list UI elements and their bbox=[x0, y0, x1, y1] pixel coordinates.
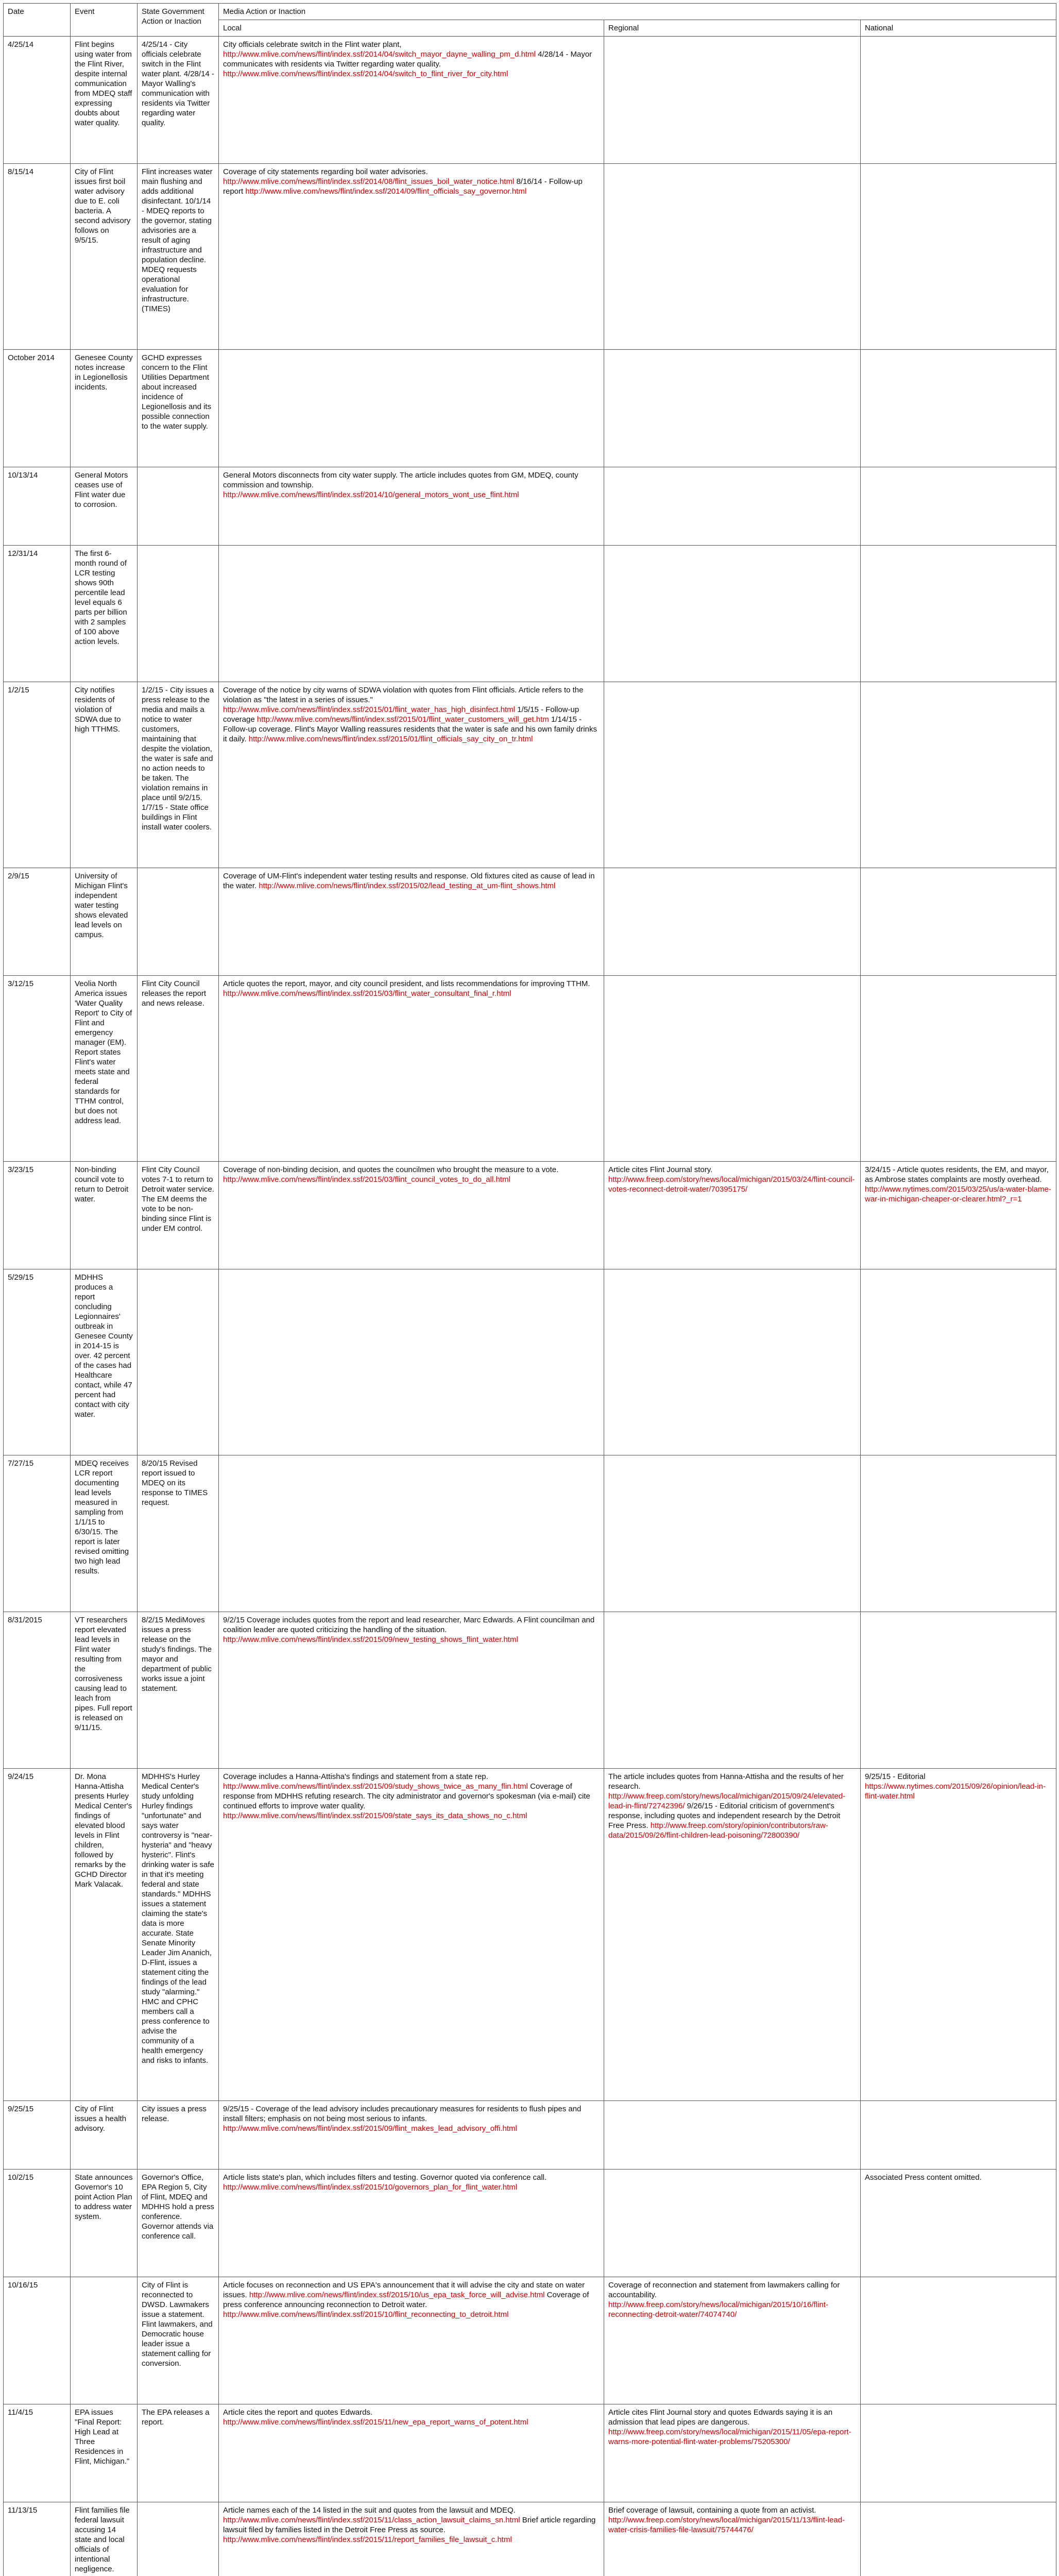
cell-national: 9/25/15 - Editorial https://www.nytimes.com/2015/09/26/opinion/lead-in-flint-water.html bbox=[861, 1768, 1056, 2101]
cell-state: The EPA releases a report. bbox=[138, 2404, 219, 2502]
cell-event: VT researchers report elevated lead levels in Flint water resulting from the corrosiveness causing lead to leach from pipes. Full report is released on 9/11/15. bbox=[71, 1612, 138, 1768]
cell-national: Associated Press content omitted. bbox=[861, 2170, 1056, 2277]
cell-date: 10/13/14 bbox=[4, 467, 71, 545]
cell-national bbox=[861, 1269, 1056, 1455]
cell-regional bbox=[604, 545, 861, 682]
cell-date: 12/31/14 bbox=[4, 545, 71, 682]
cell-state: 8/2/15 MediMoves issues a press release on the study's findings. The mayor and department of public works issue a joint statement. bbox=[138, 1612, 219, 1768]
cell-regional: Brief coverage of lawsuit, containing a quote from an activist. http://www.freep.com/story/news/local/michigan/2015/11/13/flint-lead-water-crisis-families-file-lawsuit/75744476/ bbox=[604, 2502, 861, 2576]
cell-national bbox=[861, 2101, 1056, 2170]
cell-national bbox=[861, 868, 1056, 976]
cell-regional bbox=[604, 682, 861, 868]
cell-national bbox=[861, 2277, 1056, 2404]
cell-event: City of Flint issues first boil water advisory due to E. coli bacteria. A second advisory follows on 9/5/15. bbox=[71, 163, 138, 349]
table-row bbox=[4, 163, 1056, 349]
table-row bbox=[4, 1162, 1056, 1269]
article-link[interactable]: http://www.mlive.com/news/flint/index.ssf/2014/04/switch_to_flint_river_for_city.html bbox=[223, 70, 508, 78]
article-link[interactable]: http://www.freep.com/story/opinion/contributors/raw-data/2015/09/26/flint-children-lead-poisoning/72800390/ bbox=[608, 1821, 828, 1840]
cell-regional bbox=[604, 1455, 861, 1612]
cell-state: 4/25/14 - City officials celebrate switch in the Flint water plant. 4/28/14 - Mayor Walling's communication with residents via Twitter regarding water quality. bbox=[138, 37, 219, 164]
cell-regional bbox=[604, 976, 861, 1162]
article-link[interactable]: http://www.mlive.com/news/flint/index.ssf/2015/01/flint_water_has_high_disinfect.html bbox=[223, 705, 515, 715]
article-link[interactable]: http://www.mlive.com/news/flint/index.ssf/2015/09/flint_makes_lead_advisory_offi.html bbox=[223, 2124, 517, 2133]
cell-local: Article cites the report and quotes Edwards. http://www.mlive.com/news/flint/index.ssf/2015/11/new_epa_report_warns_of_potent.html bbox=[219, 2404, 604, 2502]
column-header-media-group: Media Action or Inaction bbox=[219, 4, 1056, 20]
cell-national: 3/24/15 - Article quotes residents, the EM, and mayor, as Ambrose states complaints are mostly overhead. http://www.nytimes.com/2015/03/25/us/a-water-blame-war-in-michigan-cheaper-or-clearer.html?_r=1 bbox=[861, 1162, 1056, 1269]
table-row bbox=[4, 2277, 1056, 2404]
cell-national bbox=[861, 349, 1056, 467]
article-link[interactable]: http://www.mlive.com/news/flint/index.ssf/2015/10/flint_reconnecting_to_detroit.html bbox=[223, 2310, 509, 2319]
cell-regional bbox=[604, 868, 861, 976]
column-header-local: Local bbox=[219, 20, 604, 37]
cell-state: 1/2/15 - City issues a press release to the media and mails a notice to water customers, maintaining that despite the violation, the water is safe and no action needs to be taken. The violation remains in place until 9/2/15. 1/7/15 - State office buildings in Flint install water coolers. bbox=[138, 682, 219, 868]
cell-local: Article quotes the report, mayor, and city council president, and lists recommendations for improving TTHM. http://www.mlive.com/news/flint/index.ssf/2015/03/flint_water_consultant_final_r.html bbox=[219, 976, 604, 1162]
cell-local: Article focuses on reconnection and US EPA's announcement that it will advise the city and state on water issues. http://www.mlive.com/news/flint/index.ssf/2015/10/us_epa_task_force_will_advise.html Coverage of press conference announcing reconnection to Detroit water. http://www.mlive.com/news/flint/index.ssf/2015/10/flint_reconnecting_to_detroit.html bbox=[219, 2277, 604, 2404]
article-link[interactable]: http://www.mlive.com/news/flint/index.ssf/2015/10/us_epa_task_force_will_advise.html bbox=[249, 2291, 545, 2300]
cell-national bbox=[861, 976, 1056, 1162]
cell-date: 9/24/15 bbox=[4, 1768, 71, 2101]
column-header-event: Event bbox=[71, 4, 138, 37]
cell-date: 5/29/15 bbox=[4, 1269, 71, 1455]
cell-state: City of Flint is reconnected to DWSD. Lawmakers issue a statement. Flint lawmakers, and Democratic house leader issue a statement calling for conversion. bbox=[138, 2277, 219, 2404]
cell-date: 3/12/15 bbox=[4, 976, 71, 1162]
cell-national bbox=[861, 1455, 1056, 1612]
table-row bbox=[4, 868, 1056, 976]
article-link[interactable]: http://www.mlive.com/news/flint/index.ssf/2014/04/switch_mayor_dayne_walling_pm_d.html bbox=[223, 50, 536, 59]
cell-state bbox=[138, 467, 219, 545]
column-header-date: Date bbox=[4, 4, 71, 37]
cell-local: City officials celebrate switch in the Flint water plant, http://www.mlive.com/news/flint/index.ssf/2014/04/switch_mayor_dayne_walling_pm_d.html 4/28/14 - Mayor communicates with residents via Twitter regarding water quality. http://www.mlive.com/news/flint/index.ssf/2014/04/switch_to_flint_river_for_city.html bbox=[219, 37, 604, 164]
table-row bbox=[4, 37, 1056, 164]
cell-regional bbox=[604, 37, 861, 164]
article-link[interactable]: http://www.mlive.com/news/flint/index.ssf/2015/09/state_says_its_data_shows_no_c.html bbox=[223, 1811, 527, 1820]
cell-national bbox=[861, 2404, 1056, 2502]
cell-state: Flint City Council votes 7-1 to return to Detroit water service. The EM deems the vote to be non-binding since Flint is under EM control. bbox=[138, 1162, 219, 1269]
cell-local: Coverage includes a Hanna-Attisha's findings and statement from a state rep. http://www.mlive.com/news/flint/index.ssf/2015/09/study_shows_twice_as_many_flin.html Coverage of response from MDHHS refuting research. The city administrator and governor's spokesman (via e-mail) cite continued efforts to improve water quality. http://www.mlive.com/news/flint/index.ssf/2015/09/state_says_its_data_shows_no_c.html bbox=[219, 1768, 604, 2101]
cell-state: MDHHS's Hurley Medical Center's study unfolding Hurley findings "unfortunate" and says water controversy is "near-hysteria" and "heavy hysteric". Flint's drinking water is safe in that it's meeting federal and state standards." MDHHS issues a statement claiming the state's data is more accurate. State Senate Minority Leader Jim Ananich, D-Flint, issues a statement citing the findings of the lead study "alarming." HMC and CPHC members call a press conference to advise the community of a health emergency and risks to infants. bbox=[138, 1768, 219, 2101]
cell-state: Flint increases water main flushing and adds additional disinfectant. 10/1/14 - MDEQ reports to the governor, stating advisories are a result of aging infrastructure and population decline. MDEQ requests operational evaluation for infrastructure. (TIMES) bbox=[138, 163, 219, 349]
cell-event: Flint begins using water from the Flint River, despite internal communication from MDEQ staff expressing doubts about water quality. bbox=[71, 37, 138, 164]
cell-state: Governor's Office, EPA Region 5, City of Flint, MDEQ and MDHHS hold a press conference. Governor attends via conference call. bbox=[138, 2170, 219, 2277]
cell-national bbox=[861, 163, 1056, 349]
cell-date: 11/13/15 bbox=[4, 2502, 71, 2576]
cell-local bbox=[219, 349, 604, 467]
cell-local bbox=[219, 1269, 604, 1455]
cell-local: Coverage of city statements regarding boil water advisories. http://www.mlive.com/news/flint/index.ssf/2014/08/flint_issues_boil_water_notice.html 8/16/14 - Follow-up report http://www.mlive.com/news/flint/index.ssf/2014/09/flint_officials_say_governor.html bbox=[219, 163, 604, 349]
cell-date: 10/2/15 bbox=[4, 2170, 71, 2277]
article-link[interactable]: http://www.mlive.com/news/flint/index.ssf/2015/09/study_shows_twice_as_many_flin.html bbox=[223, 1782, 528, 1791]
cell-local: 9/25/15 - Coverage of the lead advisory includes precautionary measures for residents to flush pipes and install filters; emphasis on not being most serious to infants. http://www.mlive.com/news/flint/index.ssf/2015/09/flint_makes_lead_advisory_offi.html bbox=[219, 2101, 604, 2170]
cell-date: 9/25/15 bbox=[4, 2101, 71, 2170]
table-row bbox=[4, 2502, 1056, 2576]
cell-event: EPA issues "Final Report: High Lead at Three Residences in Flint, Michigan." bbox=[71, 2404, 138, 2502]
column-header-state: State Government Action or Inaction bbox=[138, 4, 219, 37]
cell-local: General Motors disconnects from city water supply. The article includes quotes from GM, MDEQ, county commission and township. http://www.mlive.com/news/flint/index.ssf/2014/10/general_motors_wont_use_flint.html bbox=[219, 467, 604, 545]
cell-event: Genesee County notes increase in Legionellosis incidents. bbox=[71, 349, 138, 467]
table-row bbox=[4, 1269, 1056, 1455]
cell-state: Flint City Council releases the report and news release. bbox=[138, 976, 219, 1162]
cell-national bbox=[861, 682, 1056, 868]
cell-event: State announces Governor's 10 point Action Plan to address water system. bbox=[71, 2170, 138, 2277]
article-link[interactable]: http://www.freep.com/story/news/local/michigan/2015/10/16/flint-reconnecting-detroit-water/74074740/ bbox=[608, 2300, 828, 2319]
table-row bbox=[4, 1612, 1056, 1768]
cell-local bbox=[219, 1455, 604, 1612]
cell-date: 8/15/14 bbox=[4, 163, 71, 349]
cell-regional bbox=[604, 467, 861, 545]
cell-event: MDHHS produces a report concluding Legionnaires' outbreak in Genesee County in 2014-15 is over. 42 percent of the cases had Healthcare contact, while 47 percent had contact with city water. bbox=[71, 1269, 138, 1455]
article-link[interactable]: http://www.mlive.com/news/flint/index.ssf/2015/10/governors_plan_for_flint_water.html bbox=[223, 2183, 518, 2192]
table-row bbox=[4, 545, 1056, 682]
cell-state bbox=[138, 2502, 219, 2576]
column-header-national: National bbox=[861, 20, 1056, 37]
cell-regional: Coverage of reconnection and statement from lawmakers calling for accountability. http://www.freep.com/story/news/local/michigan/2015/10/16/flint-reconnecting-detroit-water/74074740/ bbox=[604, 2277, 861, 2404]
cell-local: Coverage of the notice by city warns of SDWA violation with quotes from Flint officials. Article refers to the violation as "the latest in a series of issues." http://www.mlive.com/news/flint/index.ssf/2015/01/flint_water_has_high_disinfect.html 1/5/15 - Follow-up coverage http://www.mlive.com/news/flint/index.ssf/2015/01/flint_water_customers_will_get.htm 1/14/15 - Follow-up coverage. Flint's Mayor Walling reassures residents that the water is safe and his own family drinks it daily. http://www.mlive.com/news/flint/index.ssf/2015/01/flint_officials_say_city_on_tr.html bbox=[219, 682, 604, 868]
article-link[interactable]: http://www.nytimes.com/2015/03/25/us/a-water-blame-war-in-michigan-cheaper-or-clearer.html?_r=1 bbox=[865, 1185, 1051, 1204]
cell-national bbox=[861, 545, 1056, 682]
cell-regional: Article cites Flint Journal story. http://www.freep.com/story/news/local/michigan/2015/03/24/flint-council-votes-reconnect-detroit-water/70395175/ bbox=[604, 1162, 861, 1269]
table-row bbox=[4, 682, 1056, 868]
cell-national bbox=[861, 2502, 1056, 2576]
article-link[interactable]: http://www.mlive.com/news/flint/index.ssf/2014/09/flint_officials_say_governor.html bbox=[245, 187, 527, 196]
cell-state bbox=[138, 545, 219, 682]
cell-regional bbox=[604, 1612, 861, 1768]
article-link[interactable]: http://www.mlive.com/news/flint/index.ssf/2015/11/new_epa_report_warns_of_potent.html bbox=[223, 2418, 528, 2427]
cell-local: Coverage of non-binding decision, and quotes the councilmen who brought the measure to a vote. http://www.mlive.com/news/flint/index.ssf/2015/03/flint_council_votes_to_do_all.html bbox=[219, 1162, 604, 1269]
cell-national bbox=[861, 1612, 1056, 1768]
article-link[interactable]: http://www.freep.com/story/news/local/michigan/2015/03/24/flint-council-votes-reconnect-detroit-water/70395175/ bbox=[608, 1175, 855, 1194]
article-link[interactable]: http://www.mlive.com/news/flint/index.ssf/2015/03/flint_council_votes_to_do_all.html bbox=[223, 1175, 510, 1184]
cell-regional bbox=[604, 163, 861, 349]
cell-date: 4/25/14 bbox=[4, 37, 71, 164]
cell-regional bbox=[604, 2101, 861, 2170]
cell-state: GCHD expresses concern to the Flint Utilities Department about increased incidence of Legionellosis and its possible connection to the water supply. bbox=[138, 349, 219, 467]
cell-local: Coverage of UM-Flint's independent water testing results and response. Old fixtures cited as cause of lead in the water. http://www.mlive.com/news/flint/index.ssf/2015/02/lead_testing_at_um-flint_shows.html bbox=[219, 868, 604, 976]
cell-national bbox=[861, 37, 1056, 164]
cell-event: Veolia North America issues 'Water Quality Report' to City of Flint and emergency manager (EM). Report states Flint's water meets state and federal standards for TTHM control, but does not address lead. bbox=[71, 976, 138, 1162]
article-link[interactable]: http://www.mlive.com/news/flint/index.ssf/2015/11/class_action_lawsuit_claims_sn.html bbox=[223, 2515, 520, 2524]
cell-event bbox=[71, 2277, 138, 2404]
cell-event: Non-binding council vote to return to Detroit water. bbox=[71, 1162, 138, 1269]
cell-local: Article names each of the 14 listed in the suit and quotes from the lawsuit and MDEQ. http://www.mlive.com/news/flint/index.ssf/2015/11/class_action_lawsuit_claims_sn.html Brief article regarding lawsuit filed by families listed in the Detroit Free Press as source. http://www.mlive.com/news/flint/index.ssf/2015/11/report_families_file_lawsuit_c.html bbox=[219, 2502, 604, 2576]
table-row bbox=[4, 2170, 1056, 2277]
cell-event: Dr. Mona Hanna-Attisha presents Hurley Medical Center's findings of elevated blood levels in Flint children, followed by remarks by the GCHD Director Mark Valacak. bbox=[71, 1768, 138, 2101]
cell-date: 2/9/15 bbox=[4, 868, 71, 976]
article-link[interactable]: http://www.freep.com/story/news/local/michigan/2015/11/13/flint-lead-water-crisis-families-file-lawsuit/75744476/ bbox=[608, 2515, 845, 2534]
cell-national bbox=[861, 467, 1056, 545]
cell-event: MDEQ receives LCR report documenting lead levels measured in sampling from 1/1/15 to 6/30/15. The report is later revised omitting two high lead results. bbox=[71, 1455, 138, 1612]
article-link[interactable]: http://www.mlive.com/news/flint/index.ssf/2015/01/flint_water_customers_will_get.htm bbox=[257, 715, 549, 724]
cell-event: City notifies residents of violation of SDWA due to high TTHMS. bbox=[71, 682, 138, 868]
cell-local: 9/2/15 Coverage includes quotes from the report and lead researcher, Marc Edwards. A Flint councilman and coalition leader are quoted criticizing the handling of the situation. http://www.mlive.com/news/flint/index.ssf/2015/09/new_testing_shows_flint_water.html bbox=[219, 1612, 604, 1768]
cell-date: 3/23/15 bbox=[4, 1162, 71, 1269]
cell-event: Flint families file federal lawsuit accusing 14 state and local officials of intentional negligence. bbox=[71, 2502, 138, 2576]
cell-event: University of Michigan Flint's independent water testing shows elevated lead levels on campus. bbox=[71, 868, 138, 976]
cell-state bbox=[138, 1269, 219, 1455]
table-row bbox=[4, 1455, 1056, 1612]
cell-local bbox=[219, 545, 604, 682]
cell-date: 7/27/15 bbox=[4, 1455, 71, 1612]
article-link[interactable]: http://www.mlive.com/news/flint/index.ssf/2015/03/flint_water_consultant_final_r.html bbox=[223, 989, 511, 998]
cell-local: Article lists state's plan, which includes filters and testing. Governor quoted via conference call. http://www.mlive.com/news/flint/index.ssf/2015/10/governors_plan_for_flint_water.html bbox=[219, 2170, 604, 2277]
table-row bbox=[4, 1768, 1056, 2101]
table-row bbox=[4, 349, 1056, 467]
cell-state: City issues a press release. bbox=[138, 2101, 219, 2170]
cell-regional bbox=[604, 349, 861, 467]
cell-date: 8/31/2015 bbox=[4, 1612, 71, 1768]
article-link[interactable]: http://www.mlive.com/news/flint/index.ssf/2015/09/new_testing_shows_flint_water.html bbox=[223, 1635, 518, 1644]
cell-event: City of Flint issues a health advisory. bbox=[71, 2101, 138, 2170]
cell-regional: Article cites Flint Journal story and quotes Edwards saying it is an admission that lead pipes are dangerous. http://www.freep.com/story/news/local/michigan/2015/11/05/epa-report-warns-more-potential-flint-water-problems/75205300/ bbox=[604, 2404, 861, 2502]
cell-event: The first 6-month round of LCR testing shows 90th percentile lead level equals 6 parts per billion with 2 samples of 100 above action levels. bbox=[71, 545, 138, 682]
cell-regional: The article includes quotes from Hanna-Attisha and the results of her research. http://www.freep.com/story/news/local/michigan/2015/09/24/elevated-lead-in-flint/72742396/ 9/26/15 - Editorial criticism of government's response, including quotes and independent research by the Detroit Free Press. http://www.freep.com/story/opinion/contributors/raw-data/2015/09/26/flint-children-lead-poisoning/72800390/ bbox=[604, 1768, 861, 2101]
cell-date: October 2014 bbox=[4, 349, 71, 467]
column-header-regional: Regional bbox=[604, 20, 861, 37]
table-row bbox=[4, 2404, 1056, 2502]
article-link[interactable]: https://www.nytimes.com/2015/09/26/opinion/lead-in-flint-water.html bbox=[865, 1782, 1046, 1801]
article-link[interactable]: http://www.mlive.com/news/flint/index.ssf/2014/08/flint_issues_boil_water_notice.html bbox=[223, 177, 515, 186]
table-row bbox=[4, 976, 1056, 1162]
cell-date: 11/4/15 bbox=[4, 2404, 71, 2502]
cell-state: 8/20/15 Revised report issued to MDEQ on its response to TIMES request. bbox=[138, 1455, 219, 1612]
cell-regional bbox=[604, 2170, 861, 2277]
article-link[interactable]: http://www.freep.com/story/news/local/michigan/2015/11/05/epa-report-warns-more-potential-flint-water-problems/75205300/ bbox=[608, 2428, 851, 2446]
article-link[interactable]: http://www.freep.com/story/news/local/michigan/2015/09/24/elevated-lead-in-flint/72742396/ bbox=[608, 1791, 846, 1810]
cell-date: 1/2/15 bbox=[4, 682, 71, 868]
flint-timeline-table bbox=[3, 3, 1056, 2576]
cell-state bbox=[138, 868, 219, 976]
cell-regional bbox=[604, 1269, 861, 1455]
article-link[interactable]: http://www.mlive.com/news/flint/index.ssf/2015/01/flint_officials_say_city_on_tr.html bbox=[248, 735, 533, 744]
cell-date: 10/16/15 bbox=[4, 2277, 71, 2404]
article-link[interactable]: http://www.mlive.com/news/flint/index.ssf/2015/02/lead_testing_at_um-flint_shows.html bbox=[259, 882, 556, 891]
header-row-group bbox=[4, 4, 1056, 20]
table-row bbox=[4, 467, 1056, 545]
table-row bbox=[4, 2101, 1056, 2170]
cell-event: General Motors ceases use of Flint water due to corrosion. bbox=[71, 467, 138, 545]
article-link[interactable]: http://www.mlive.com/news/flint/index.ssf/2015/11/report_families_file_lawsuit_c.html bbox=[223, 2535, 512, 2544]
article-link[interactable]: http://www.mlive.com/news/flint/index.ssf/2014/10/general_motors_wont_use_flint.html bbox=[223, 490, 519, 499]
